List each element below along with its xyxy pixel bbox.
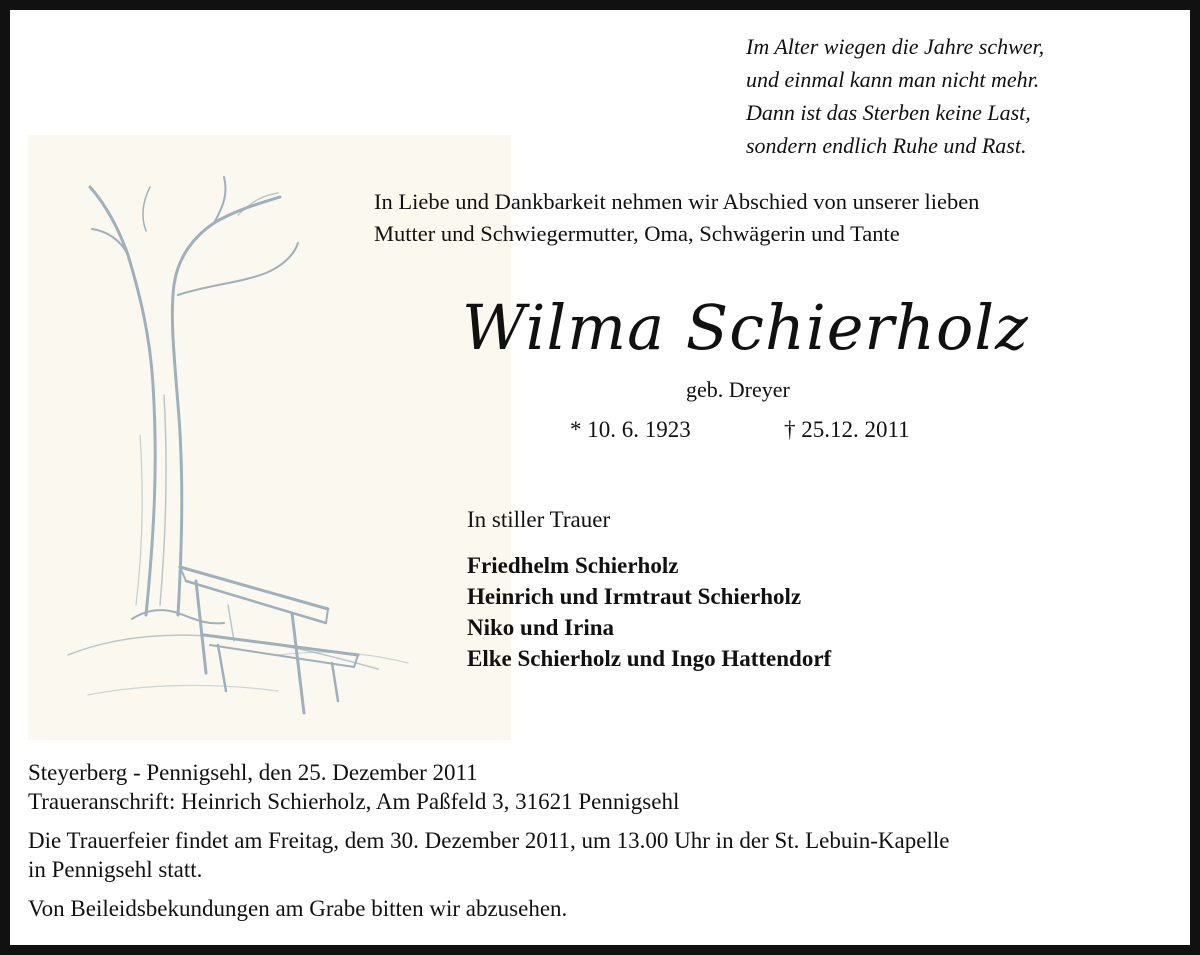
mourner-name: Niko und Irina — [467, 615, 615, 640]
notice-footer — [28, 758, 949, 923]
poem — [746, 30, 1044, 162]
poem-line: Im Alter wiegen die Jahre schwer, — [746, 34, 1045, 59]
mourner-name: Friedhelm Schierholz — [467, 553, 679, 578]
mourning-heading: In stiller Trauer — [467, 507, 611, 532]
condolence-note: Von Beileidsbekundungen am Grabe bitten wir abzusehen. — [28, 896, 568, 921]
mourner-list — [467, 550, 831, 674]
deceased-name: Wilma Schierholz — [462, 291, 1029, 364]
place-date: Steyerberg - Pennigsehl, den 25. Dezember 2011 — [28, 760, 478, 785]
birth-name: geb. Dreyer — [686, 377, 790, 402]
death-date: † 25.12. 2011 — [784, 417, 910, 442]
funeral-info-line: Die Trauerfeier findet am Freitag, dem 30. Dezember 2011, um 13.00 Uhr in der St. Lebuin-Kapelle — [28, 828, 950, 853]
poem-line: und einmal kann man nicht mehr. — [746, 67, 1040, 92]
mourner-name: Heinrich und Irmtraut Schierholz — [467, 584, 802, 609]
mourner-name: Elke Schierholz und Ingo Hattendorf — [467, 646, 832, 671]
farewell-intro — [374, 186, 979, 250]
funeral-info-line: in Pennigsehl statt. — [28, 857, 203, 882]
poem-line: Dann ist das Sterben keine Last, — [746, 100, 1031, 125]
poem-line: sondern endlich Ruhe und Rast. — [746, 133, 1027, 158]
farewell-intro-line: Mutter und Schwiegermutter, Oma, Schwägerin und Tante — [374, 221, 900, 246]
farewell-intro-line: In Liebe und Dankbarkeit nehmen wir Abschied von unserer lieben — [374, 189, 980, 214]
birth-date: * 10. 6. 1923 — [570, 417, 691, 442]
mourning-address: Traueranschrift: Heinrich Schierholz, Am Paßfeld 3, 31621 Pennigsehl — [28, 789, 680, 814]
